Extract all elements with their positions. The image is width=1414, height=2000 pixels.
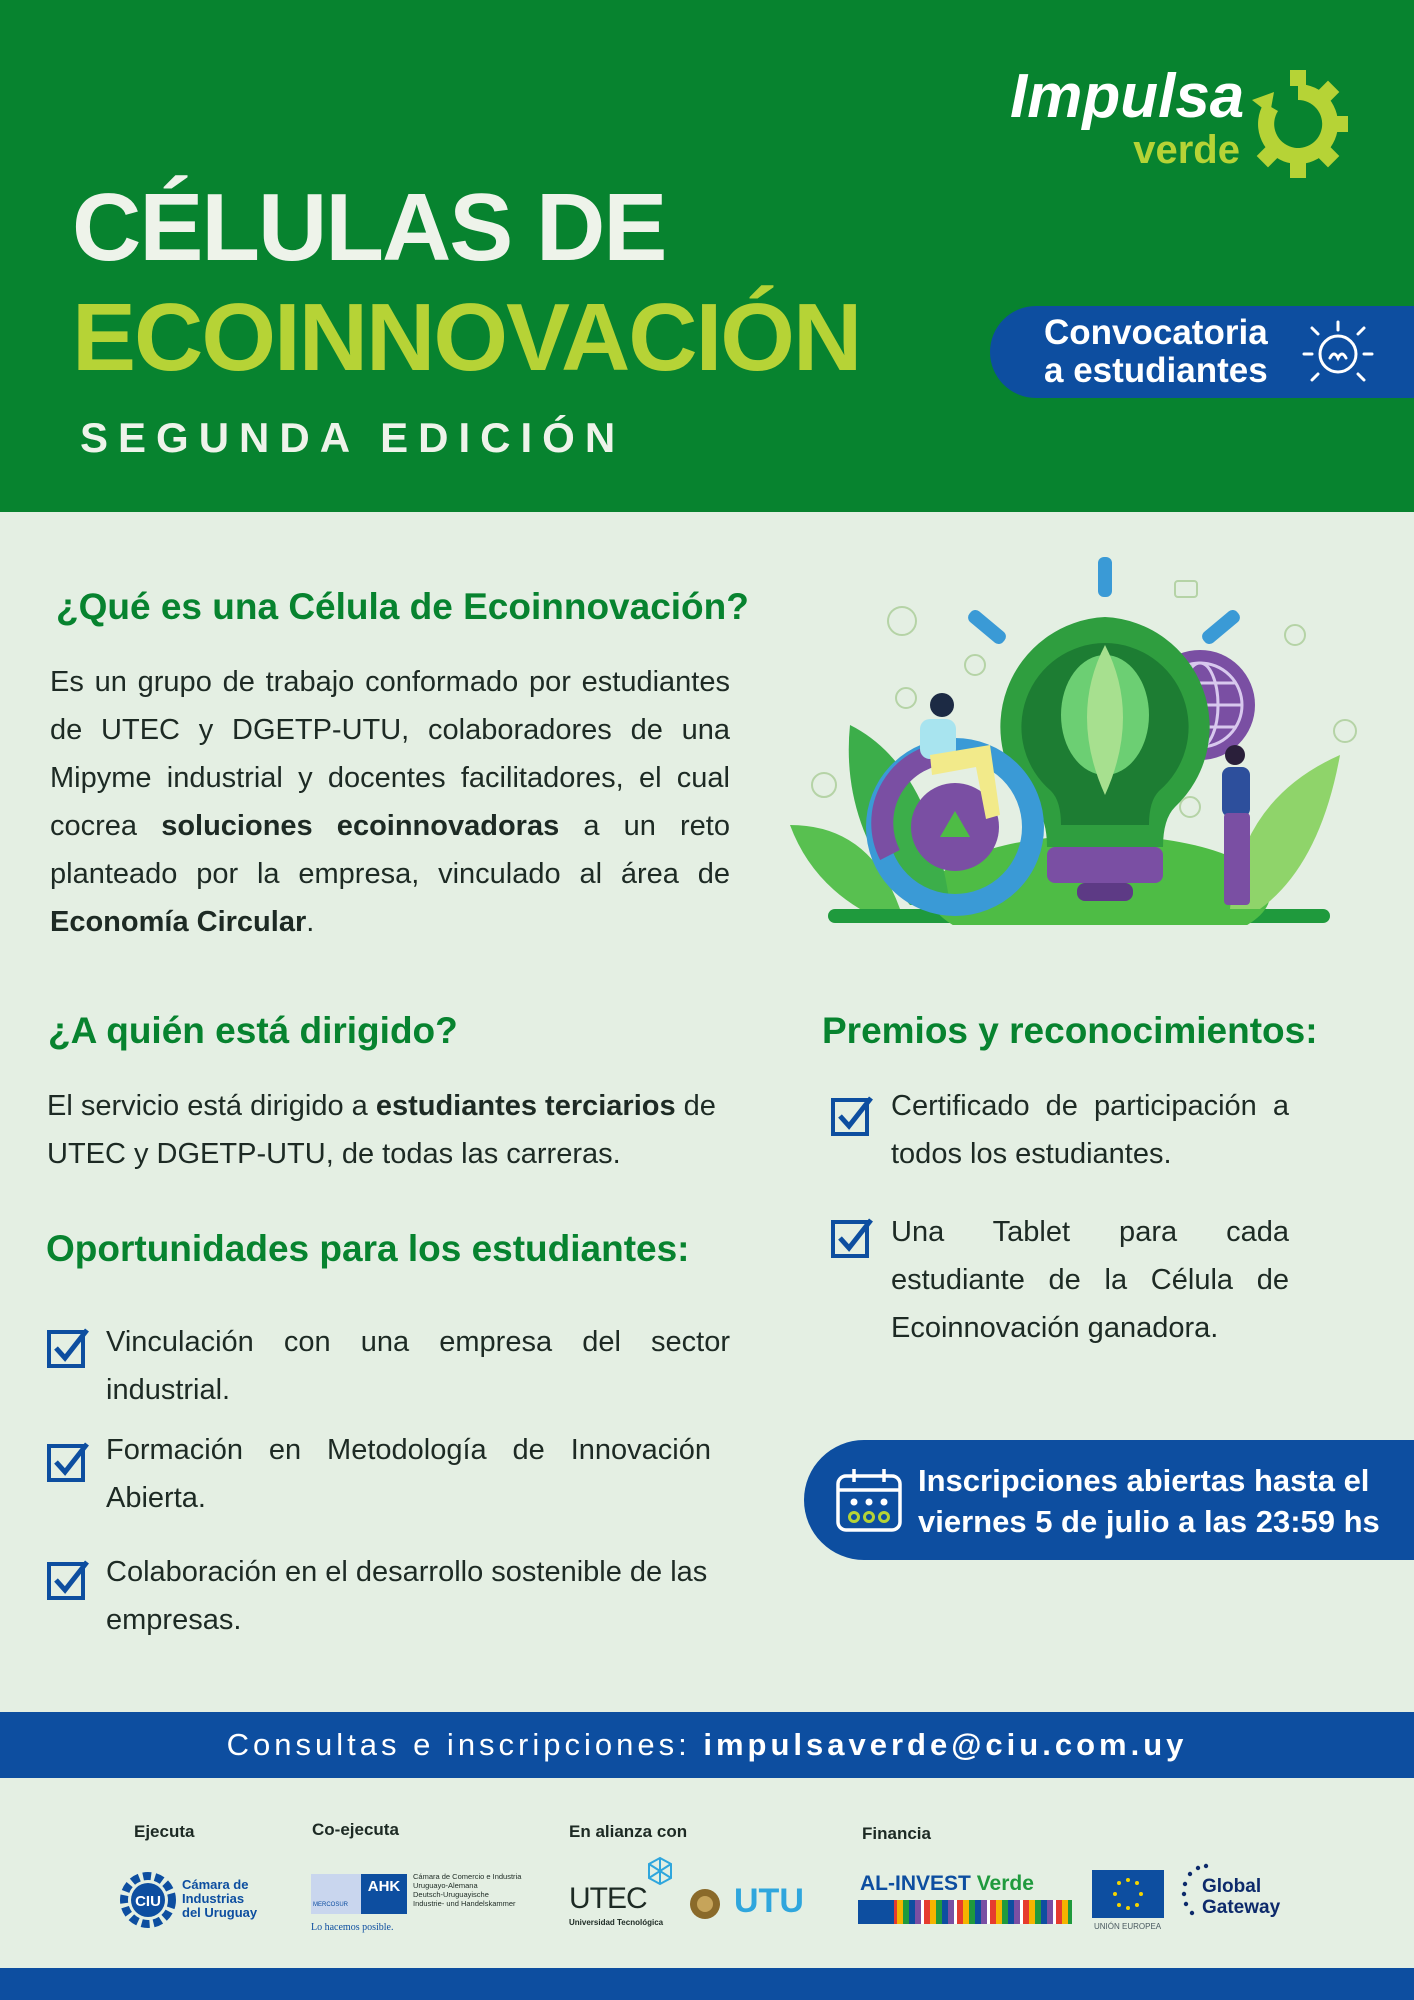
utu-emblem-icon <box>686 1886 724 1922</box>
contact-email[interactable]: impulsaverde@ciu.com.uy <box>703 1727 1188 1762</box>
que-es-paragraph: Es un grupo de trabajo conformado por estudiantes de UTEC y DGETP-UTU, colaboradores de una Mipyme industrial y docentes facilitadores, el cual cocrea soluciones ecoinnovadoras a un reto planteado por la empresa, vinculado al área de Economía Circular. <box>50 666 730 938</box>
financia-label: Financia <box>862 1824 931 1843</box>
inscripciones-line-1: Inscripciones abiertas hasta el <box>918 1463 1370 1498</box>
contact-bar <box>0 1712 1414 1778</box>
premios-heading: Premios y reconocimientos: <box>822 1010 1318 1051</box>
ciu-logo-text: CIU <box>135 1893 161 1910</box>
eu-flag-small <box>858 1900 894 1924</box>
contact-label: Consultas e inscripciones: <box>226 1727 704 1762</box>
ecoinnovation-illustration <box>780 555 1360 925</box>
al-invest-verde-logo: AL-INVEST Verde <box>858 1872 1072 1924</box>
eu-flag-icon <box>1092 1870 1164 1918</box>
oportunidad-item: Formación en Metodología de Innovación Abierta. <box>106 1434 711 1514</box>
ciu-gear-icon <box>120 1872 176 1928</box>
ejecuta-label: Ejecuta <box>134 1822 195 1841</box>
lightbulb-icon <box>1300 318 1376 388</box>
alianza-label: En alianza con <box>569 1822 688 1841</box>
footer-band <box>0 1968 1414 2000</box>
inscripciones-badge <box>804 1440 1414 1560</box>
logo-word-impulsa: Impulsa <box>1010 62 1245 131</box>
checkbox-icon <box>830 1094 874 1138</box>
utu-logo: UTU <box>686 1882 806 1926</box>
oportunidades-heading: Oportunidades para los estudiantes: <box>46 1228 690 1269</box>
global-gateway-logo: Global Gateway <box>1180 1862 1300 1922</box>
inscripciones-line-2: viernes 5 de julio a las 23:59 hs <box>918 1504 1380 1539</box>
dirigido-paragraph: El servicio está dirigido a estudiantes terciarios de UTEC y DGETP-UTU, de todas las carreras. <box>47 1090 716 1170</box>
eu-logo: UNIÓN EUROPEA <box>1092 1870 1164 1932</box>
checkbox-icon <box>46 1440 90 1484</box>
badge-line-1: Convocatoria <box>1044 313 1268 352</box>
premio-item: Certificado de participación a todos los estudiantes. <box>891 1090 1289 1170</box>
utec-logo: UTEC Universidad Tecnológica <box>569 1856 689 1926</box>
coejecuta-label: Co-ejecuta <box>312 1820 399 1839</box>
checkbox-icon <box>46 1326 90 1370</box>
edition-subtitle: SEGUNDA EDICIÓN <box>80 414 626 461</box>
ahk-logo: MERCOSUR AHK Cámara de Comercio e Industria Uruguayo-Alemana Deutsch-Uruguayische Industrie- und Handelskammer Lo hacemos posible. <box>311 1872 522 1933</box>
convocatoria-badge <box>990 306 1414 398</box>
checkbox-icon <box>46 1558 90 1602</box>
title-line-1: CÉLULAS DE <box>72 174 666 281</box>
ciu-logo: CIU Cámara de Industrias del Uruguay <box>120 1870 290 1930</box>
que-es-heading: ¿Qué es una Célula de Ecoinnovación? <box>56 586 749 627</box>
gear-icon <box>1248 70 1348 178</box>
impulsa-verde-logo <box>1010 62 1245 172</box>
logo-word-verde: verde <box>1133 128 1240 172</box>
dirigido-heading: ¿A quién está dirigido? <box>48 1010 458 1051</box>
oportunidad-item: Vinculación con una empresa del sector industrial. <box>106 1326 730 1406</box>
checkbox-icon <box>830 1216 874 1260</box>
calendar-icon <box>834 1466 904 1534</box>
title-line-2: ECOINNOVACIÓN <box>72 284 861 391</box>
snowflake-icon <box>645 1856 675 1886</box>
badge-line-2: a estudiantes <box>1044 351 1268 390</box>
oportunidad-item: Colaboración en el desarrollo sostenible de las empresas. <box>106 1556 708 1636</box>
premio-item: Una Tablet para cada estudiante de la Célula de Ecoinnovación ganadora. <box>891 1216 1289 1344</box>
